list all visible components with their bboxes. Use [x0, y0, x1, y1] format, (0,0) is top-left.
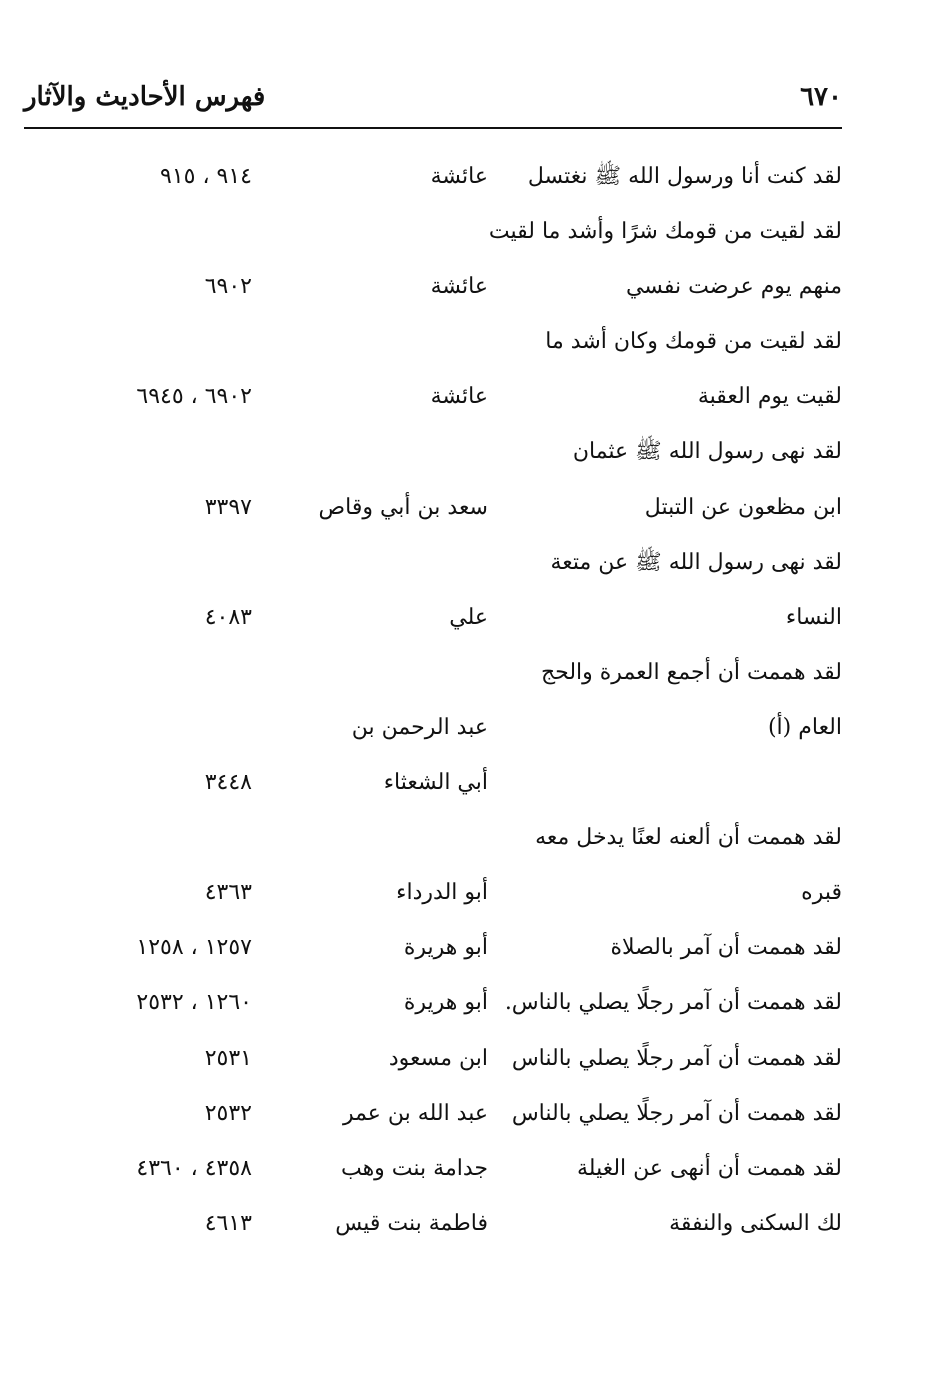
narrator: سعد بن أبي وقاص: [318, 494, 488, 520]
narrator: فاطمة بنت قيس: [335, 1210, 488, 1236]
index-entry: [0, 260, 932, 315]
hadith-numbers: ٣٣٩٧: [204, 494, 252, 520]
hadith-numbers: ٤٣٦٣: [204, 880, 252, 906]
hadith-text: لك السكنى والنفقة: [669, 1210, 842, 1236]
narrator: عبد الله بن عمر: [342, 1100, 488, 1126]
hadith-text: لقد لقيت من قومك وكان أشد ما: [545, 329, 842, 355]
hadith-text: لقد هممت أن ألعنه لعنًا يدخل معه: [535, 825, 842, 851]
index-entry: [0, 315, 932, 370]
hadith-text: لقد كنت أنا ورسول الله ﷺ نغتسل: [527, 164, 842, 189]
index-entry: [0, 370, 932, 425]
index-entry: [0, 1142, 932, 1197]
index-entry: [0, 1087, 932, 1142]
hadith-text: لقد لقيت من قومك شرًا وأشد ما لقيت: [488, 219, 842, 245]
page-number: ٦٧٠: [800, 82, 842, 112]
index-entry: [0, 1032, 932, 1087]
index-entry: [0, 1197, 932, 1252]
narrator: جدامة بنت وهب: [340, 1155, 488, 1181]
hadith-numbers: ٦٩٠٢: [204, 274, 252, 300]
index-entry: [0, 976, 932, 1031]
hadith-numbers: ٢٥٣٢: [204, 1100, 252, 1126]
narrator: أبو هريرة: [403, 935, 488, 961]
narrator: ابن مسعود: [388, 1045, 488, 1071]
narrator: عائشة: [430, 274, 488, 300]
hadith-numbers: ١٢٦٠ ، ٢٥٣٢: [136, 990, 252, 1016]
index-entry: [0, 866, 932, 921]
hadith-text: لقد هممت أن أجمع العمرة والحج: [540, 659, 842, 685]
narrator: عائشة: [430, 384, 488, 410]
hadith-numbers: ٩١٤ ، ٩١٥: [160, 164, 252, 189]
narrator: أبو الدرداء: [396, 880, 488, 906]
hadith-text: لقيت يوم العقبة: [697, 384, 842, 410]
index-entry: [0, 701, 932, 756]
hadith-text: لقد هممت أن آمر رجلًا يصلي بالناس.: [504, 990, 842, 1016]
hadith-numbers: ١٢٥٧ ، ١٢٥٨: [136, 935, 252, 961]
index-entry: [0, 591, 932, 646]
index-entry: [0, 425, 932, 480]
hadith-text: لقد هممت أن آمر رجلًا يصلي بالناس: [511, 1045, 842, 1071]
hadith-text: لقد هممت أن آمر بالصلاة: [610, 935, 842, 961]
index-entry: [0, 150, 932, 205]
hadith-text: لقد هممت أن أنهى عن الغيلة: [577, 1155, 842, 1181]
hadith-numbers: ٤٠٨٣: [204, 604, 252, 630]
page-header: [24, 74, 842, 124]
index-entry: [0, 481, 932, 536]
index-entry: [0, 646, 932, 701]
narrator: عائشة: [430, 164, 488, 189]
index-entry: [0, 921, 932, 976]
hadith-numbers: ٤٦١٣: [204, 1210, 252, 1236]
narrator: عبد الرحمن بن: [351, 714, 488, 740]
hadith-text: قبره: [801, 880, 842, 906]
hadith-text: لقد هممت أن آمر رجلًا يصلي بالناس: [511, 1100, 842, 1126]
index-entry: [0, 811, 932, 866]
hadith-numbers: ٦٩٠٢ ، ٦٩٤٥: [136, 384, 252, 410]
hadith-text: ابن مظعون عن التبتل: [644, 494, 842, 520]
narrator: علي: [449, 604, 488, 630]
hadith-text: النساء: [785, 604, 842, 630]
narrator: أبو هريرة: [403, 990, 488, 1016]
hadith-text: لقد نهى رسول الله ﷺ عن متعة: [550, 549, 842, 575]
index-entries: [0, 150, 932, 1252]
running-title: فهرس الأحاديث والآثار: [24, 82, 266, 112]
hadith-text: منهم يوم عرضت نفسي: [625, 274, 842, 300]
narrator: أبي الشعثاء: [383, 770, 488, 796]
hadith-numbers: ٣٤٤٨: [204, 770, 252, 796]
hadith-numbers: ٤٣٥٨ ، ٤٣٦٠: [136, 1155, 252, 1181]
hadith-text: العام (أ): [767, 714, 842, 740]
index-entry: [0, 756, 932, 811]
index-entry: [0, 536, 932, 591]
header-rule: [24, 127, 842, 129]
hadith-numbers: ٢٥٣١: [204, 1045, 252, 1071]
hadith-text: لقد نهى رسول الله ﷺ عثمان: [572, 439, 842, 465]
index-entry: [0, 205, 932, 260]
